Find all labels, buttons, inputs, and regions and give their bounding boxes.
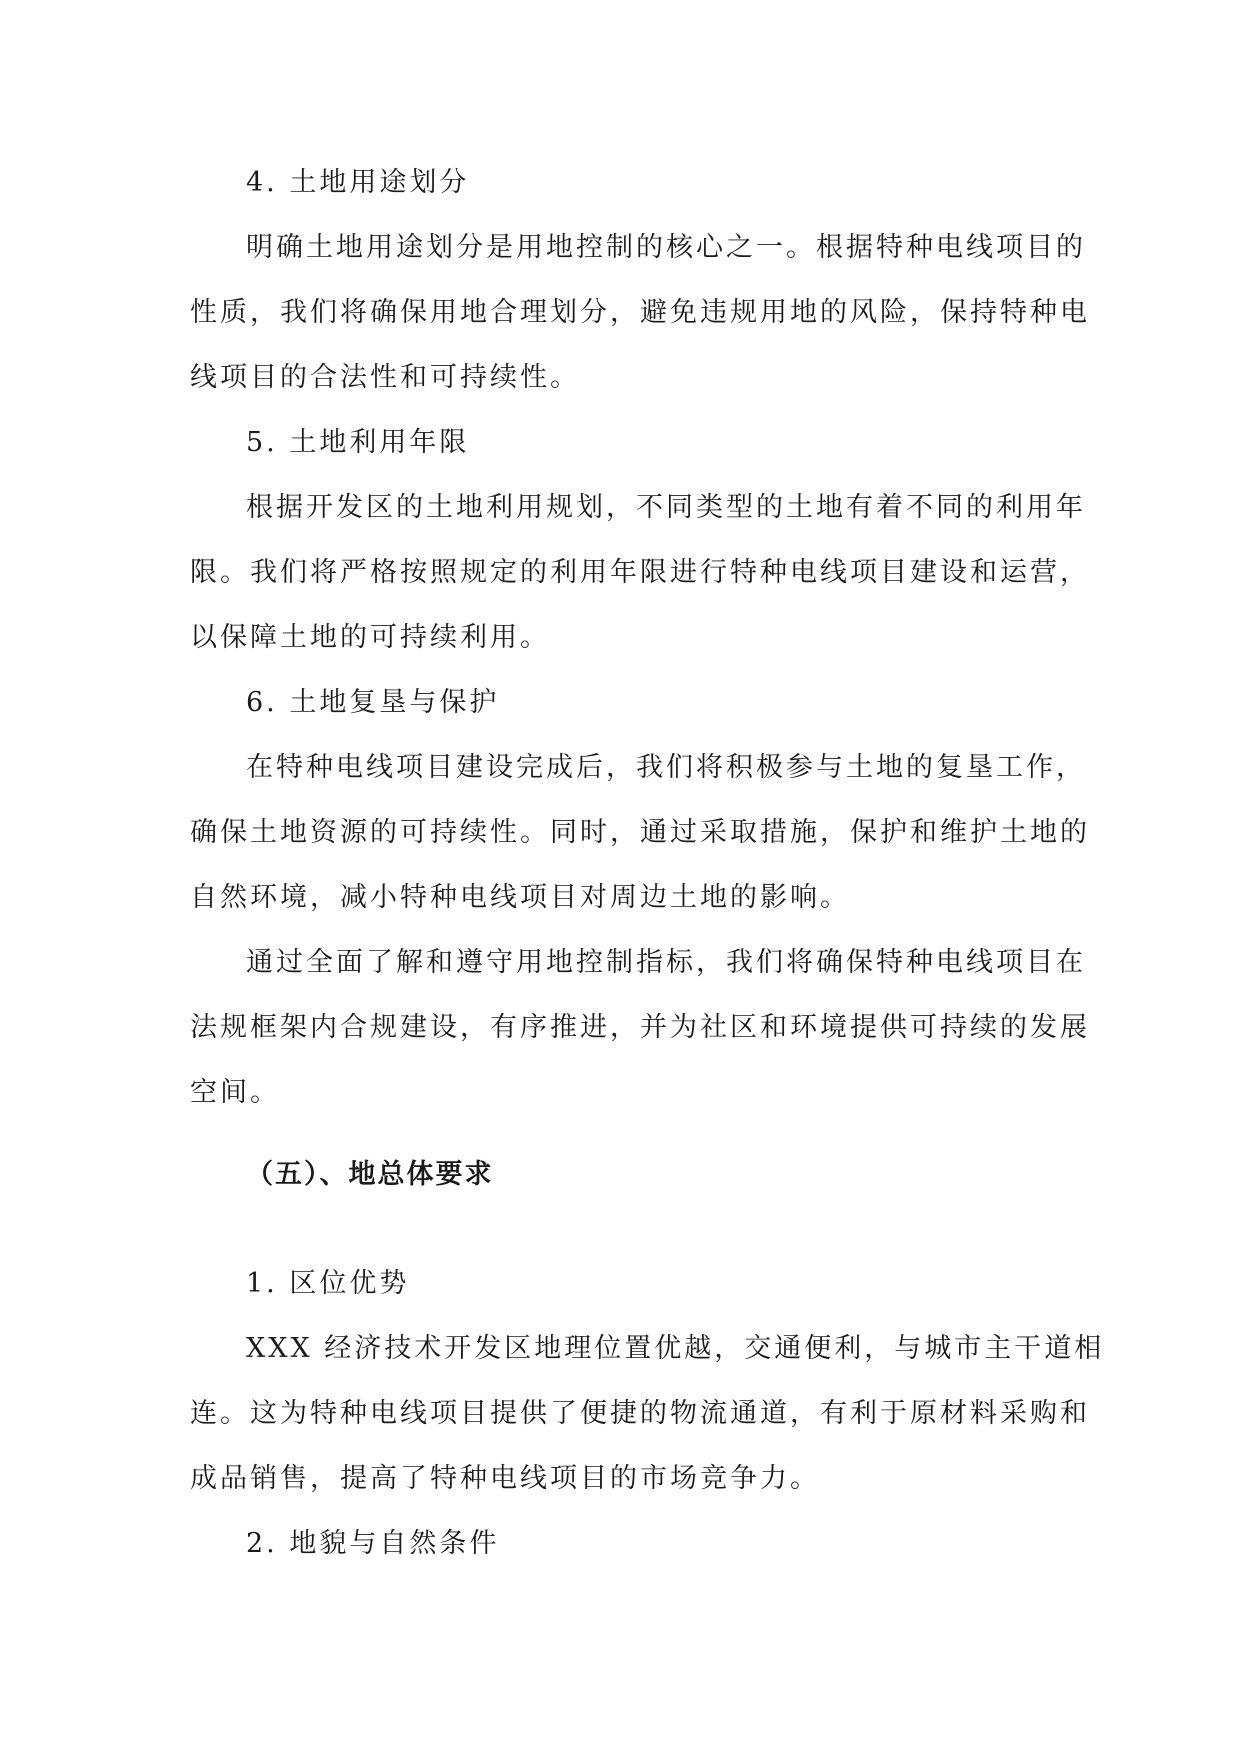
paragraph-line: XXX 经济技术开发区地理位置优越，交通便利，与城市主干道相	[246, 1333, 1105, 1364]
section-heading-land-use-term: 5. 土地利用年限	[246, 427, 470, 458]
section-heading-land-use-division: 4. 土地用途划分	[246, 167, 470, 198]
paragraph-line: 线项目的合法性和可持续性。	[190, 362, 580, 393]
paragraph-line: 限。我们将严格按照规定的利用年限进行特种电线项目建设和运营，	[190, 557, 1090, 588]
section-heading-landform-natural-conditions: 2. 地貌与自然条件	[246, 1528, 500, 1559]
section-heading-location-advantage: 1. 区位优势	[246, 1268, 410, 1299]
paragraph-line: 明确土地用途划分是用地控制的核心之一。根据特种电线项目的	[246, 232, 1086, 263]
summary-line: 空间。	[190, 1077, 280, 1108]
paragraph-line: 以保障土地的可持续利用。	[190, 622, 550, 653]
paragraph-line: 性质，我们将确保用地合理划分，避免违规用地的风险，保持特种电	[190, 297, 1090, 328]
paragraph-line: 连。这为特种电线项目提供了便捷的物流通道，有利于原材料采购和	[190, 1398, 1090, 1429]
chapter-heading: （五）、地总体要求	[246, 1159, 494, 1190]
document-body	[190, 150, 1105, 1576]
paragraph-line: 确保土地资源的可持续性。同时，通过采取措施，保护和维护土地的	[190, 817, 1090, 848]
paragraph-line: 自然环境，减小特种电线项目对周边土地的影响。	[190, 882, 850, 913]
paragraph-line: 成品销售，提高了特种电线项目的市场竞争力。	[190, 1463, 820, 1494]
section-heading-land-reclamation: 6. 土地复垦与保护	[246, 687, 500, 718]
summary-line: 法规框架内合规建设，有序推进，并为社区和环境提供可持续的发展	[190, 1012, 1090, 1043]
summary-line: 通过全面了解和遵守用地控制指标，我们将确保特种电线项目在	[246, 947, 1086, 978]
paragraph-line: 在特种电线项目建设完成后，我们将积极参与土地的复垦工作，	[246, 752, 1086, 783]
paragraph-line: 根据开发区的土地利用规划，不同类型的土地有着不同的利用年	[246, 492, 1086, 523]
